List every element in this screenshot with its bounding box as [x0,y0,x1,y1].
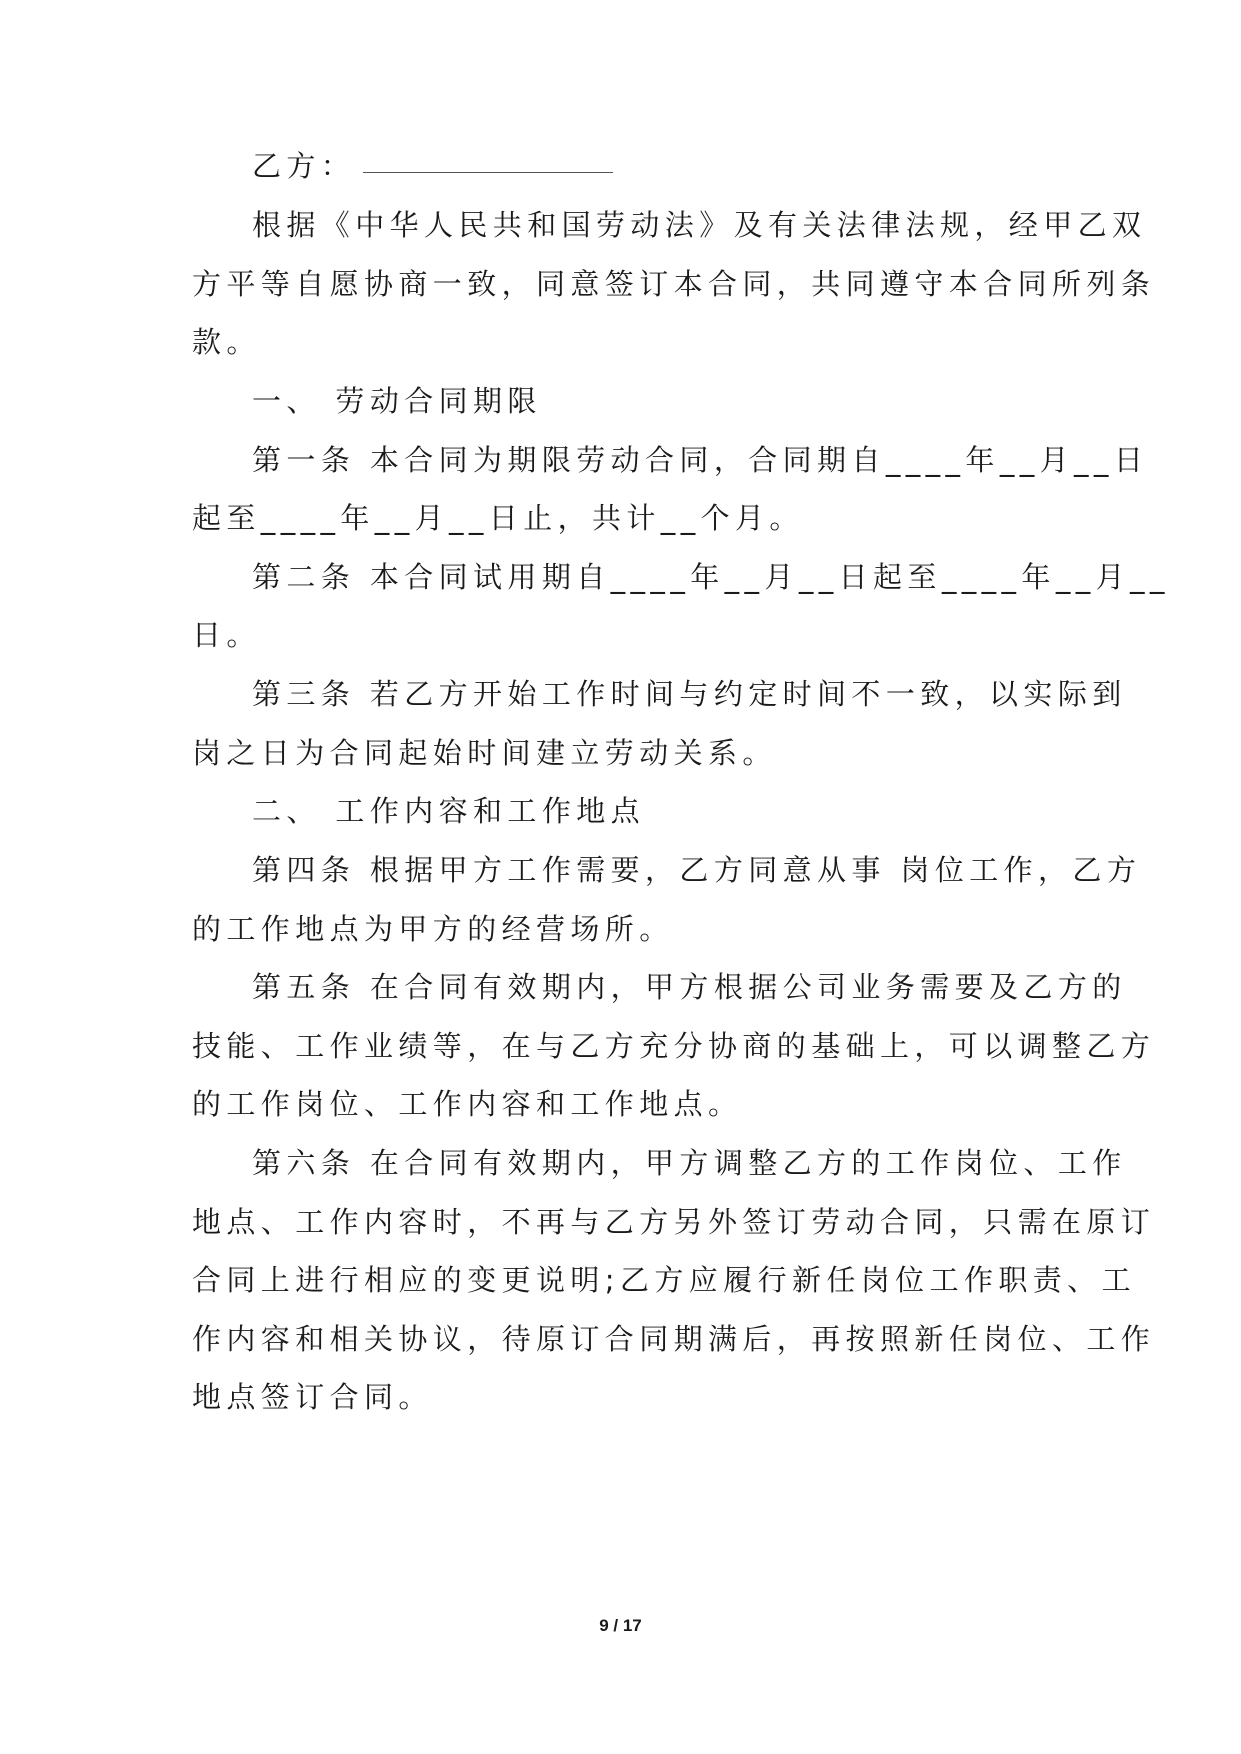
section-heading: 二、 工作内容和工作地点 [252,794,646,828]
paragraph-line: 地点、工作内容时，不再与乙方另外签订劳动合同，只需在原订 [192,1205,1156,1239]
paragraph-line: 起至____年__月__日止，共计__个月。 [192,501,804,535]
paragraph-line: 日。 [192,618,261,652]
paragraph-line: 第三条 若乙方开始工作时间与约定时间不一致，以实际到 [252,677,1127,711]
paragraph-line: 第一条 本合同为期限劳动合同，合同期自____年__月__日 [252,443,1149,477]
paragraph-line: 作内容和相关协议，待原订合同期满后，再按照新任岗位、工作 [192,1322,1156,1356]
party-b-blank [363,171,613,173]
paragraph-line: 地点签订合同。 [192,1380,433,1414]
paragraph-line: 第四条 根据甲方工作需要，乙方同意从事 岗位工作，乙方 [252,853,1142,887]
paragraph-line: 技能、工作业绩等，在与乙方充分协商的基础上，可以调整乙方 [192,1029,1156,1063]
paragraph-line: 合同上进行相应的变更说明;乙方应履行新任岗位工作职责、工 [192,1263,1136,1297]
party-b-line [252,146,613,186]
page-number: 9 / 17 [599,1616,642,1635]
paragraph-line: 第五条 在合同有效期内，甲方根据公司业务需要及乙方的 [252,970,1127,1004]
paragraph-line: 岗之日为合同起始时间建立劳动关系。 [192,736,777,770]
section-heading: 一、 劳动合同期限 [252,384,542,418]
party-b-label: 乙方： [252,149,356,183]
paragraph-line: 的工作地点为甲方的经营场所。 [192,912,674,946]
paragraph-line: 第六条 在合同有效期内，甲方调整乙方的工作岗位、工作 [252,1146,1127,1180]
paragraph-line: 款。 [192,325,261,359]
paragraph-line: 第二条 本合同试用期自____年__月__日起至____年__月__ [252,560,1170,594]
paragraph-line: 根据《中华人民共和国劳动法》及有关法律法规，经甲乙双 [252,208,1147,242]
paragraph-line: 的工作岗位、工作内容和工作地点。 [192,1087,743,1121]
paragraph-line: 方平等自愿协商一致，同意签订本合同，共同遵守本合同所列条 [192,267,1156,301]
